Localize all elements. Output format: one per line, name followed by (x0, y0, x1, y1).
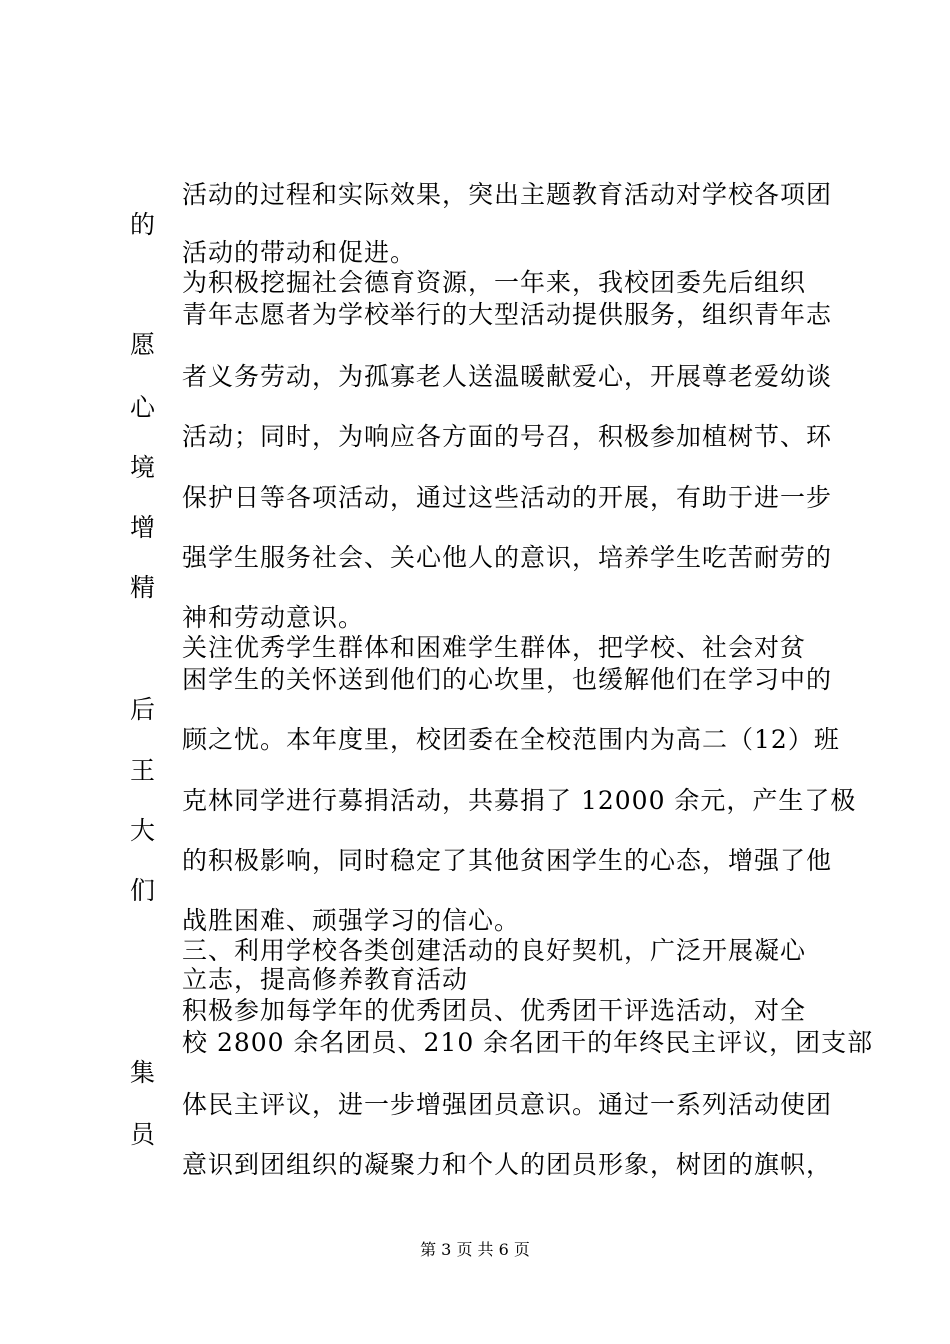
text-line: 活动的过程和实际效果，突出主题教育活动对学校各项团 (182, 180, 833, 209)
text-line: 境 (130, 453, 157, 482)
text-line: 体民主评议，进一步增强团员意识。通过一系列活动使团 (182, 1090, 833, 1119)
text-line: 战胜困难、顽强学习的信心。 (182, 906, 521, 935)
text-line: 校 2800 余名团员、210 余名团干的年终民主评议，团支部 (182, 1028, 874, 1057)
text-line: 员 (130, 1120, 157, 1149)
page-footer: 第 3 页 共 6 页 (420, 1240, 530, 1259)
text-line: 强学生服务社会、关心他人的意识，培养学生吃苦耐劳的 (182, 543, 833, 572)
text-line: 活动的带动和促进。 (182, 238, 417, 267)
text-line: 精 (130, 573, 157, 602)
text-line: 集 (130, 1058, 157, 1087)
text-line: 克林同学进行募捐活动，共募捐了 12000 余元，产生了极 (182, 786, 857, 815)
text-line: 活动；同时，为响应各方面的号召，积极参加植树节、环 (182, 422, 833, 451)
text-line: 三、利用学校各类创建活动的良好契机，广泛开展凝心 (182, 936, 807, 965)
text-line: 积极参加每学年的优秀团员、优秀团干评选活动，对全 (182, 996, 807, 1025)
text-line: 者义务劳动，为孤寡老人送温暖献爱心，开展尊老爱幼谈 (182, 362, 833, 391)
text-line: 王 (130, 756, 157, 785)
text-line: 困学生的关怀送到他们的心坎里，也缓解他们在学习中的 (182, 665, 833, 694)
text-line: 关注优秀学生群体和困难学生群体，把学校、社会对贫 (182, 633, 807, 662)
text-line: 后 (130, 695, 157, 724)
text-line: 意识到团组织的凝聚力和个人的团员形象，树团的旗帜， (182, 1150, 833, 1179)
text-line: 保护日等各项活动，通过这些活动的开展，有助于进一步 (182, 483, 833, 512)
text-line: 的 (130, 210, 157, 239)
text-line: 神和劳动意识。 (182, 603, 365, 632)
text-line: 增 (130, 513, 157, 542)
text-line: 立志，提高修养教育活动 (182, 965, 469, 994)
text-line: 的积极影响，同时稳定了其他贫困学生的心态，增强了他 (182, 846, 833, 875)
text-line: 大 (130, 816, 157, 845)
text-line: 为积极挖掘社会德育资源，一年来，我校团委先后组织 (182, 268, 807, 297)
text-line: 愿 (130, 330, 157, 359)
text-line: 青年志愿者为学校举行的大型活动提供服务，组织青年志 (182, 300, 833, 329)
text-line: 心 (130, 393, 157, 422)
text-line: 顾之忧。本年度里，校团委在全校范围内为高二（12）班 (182, 725, 840, 754)
text-line: 们 (130, 876, 157, 905)
